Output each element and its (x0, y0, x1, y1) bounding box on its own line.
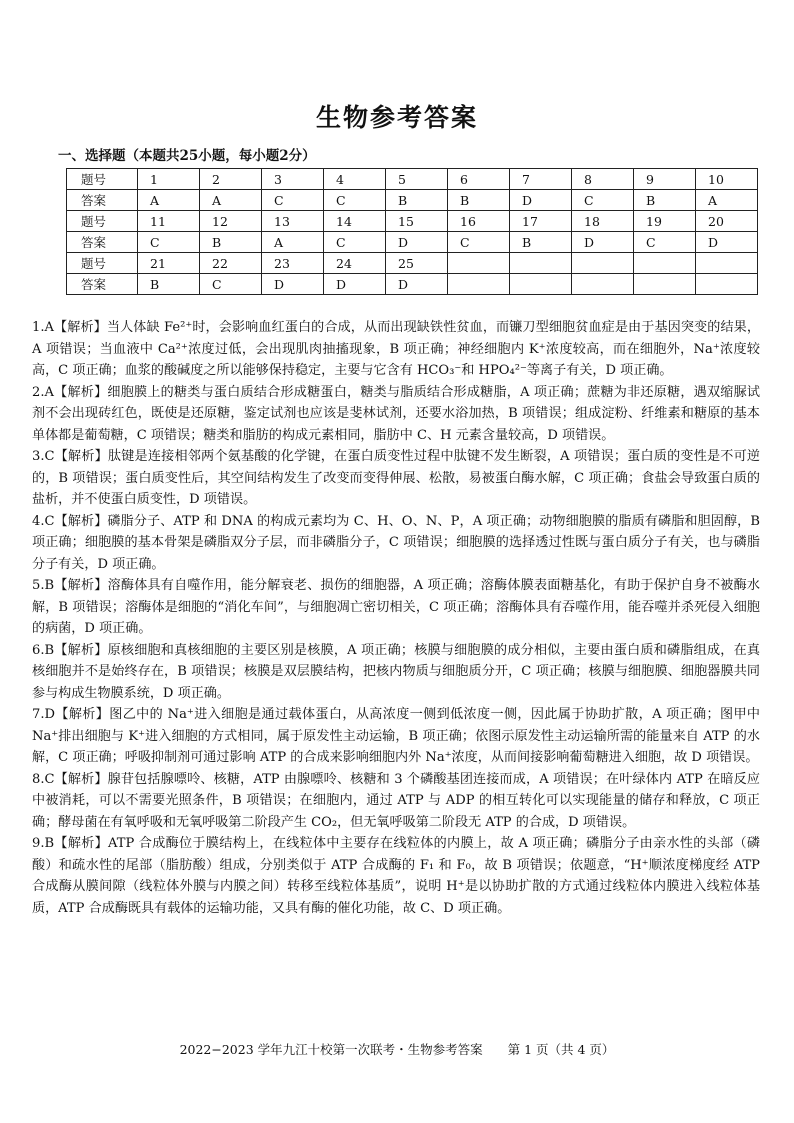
answer-row (67, 190, 758, 211)
explanation-answer-head: 1.A【解析】 (32, 320, 107, 335)
question-number-cell (572, 253, 634, 274)
question-number-cell: 9 (634, 169, 696, 190)
answer-cell (510, 274, 572, 295)
answer-cell: D (510, 190, 572, 211)
answer-cell: A (696, 190, 758, 211)
answer-cell: B (386, 190, 448, 211)
explanation-text: 细胞膜上的糖类与蛋白质结合形成糖蛋白，糖类与脂质结合形成糖脂，A 项正确；蔗糖为非还原糖，遇双缩脲试剂不会出现砖红色，既使是还原糖，鉴定试剂也应该是斐林试剂，还要水浴加热，B 项错误；组成淀粉、纤维素和糖原的基本单体都是葡萄糖，C 项错误；糖类和脂肪的构成元素相同，脂肪中 C、H 元素含量较高，D 项错误。 (32, 384, 760, 443)
row-label-question: 题号 (67, 169, 138, 190)
row-label-answer: 答案 (67, 274, 138, 295)
question-number-cell (448, 253, 510, 274)
question-number-cell: 6 (448, 169, 510, 190)
explanation-item (32, 446, 760, 511)
question-number-cell: 16 (448, 211, 510, 232)
answer-cell: C (324, 232, 386, 253)
answer-cell: D (386, 232, 448, 253)
question-number-cell: 13 (262, 211, 324, 232)
question-number-cell: 15 (386, 211, 448, 232)
question-number-cell: 7 (510, 169, 572, 190)
row-label-answer: 答案 (67, 232, 138, 253)
answer-cell: A (262, 232, 324, 253)
explanation-text: 磷脂分子、ATP 和 DNA 的构成元素均为 C、H、O、N、P，A 项正确；动物细胞膜的脂质有磷脂和胆固醇，B 项正确；细胞膜的基本骨架是磷脂双分子层，而非磷脂分子，C 项错误；细胞膜的选择透过性既与蛋白质分子有关，也与磷脂分子有关，D 项正确。 (32, 513, 760, 572)
explanation-text: 腺苷包括腺嘌呤、核糖，ATP 由腺嘌呤、核糖和 3 个磷酸基团连接而成，A 项错误；在叶绿体内 ATP 在暗反应中被消耗，可以不需要光照条件，B 项错误；在细胞内，通过 ATP 与 ADP 的相互转化可以实现能量的储存和释放，C 项正确；酵母菌在有氧呼吸和无氧呼吸第二阶段产生 CO₂，但无氧呼吸第二阶段无 ATP 的合成，D 项错误。 (32, 771, 760, 830)
question-number-cell: 5 (386, 169, 448, 190)
answer-table (66, 168, 758, 295)
answer-cell: C (324, 190, 386, 211)
explanation-text: 肽键是连接相邻两个氨基酸的化学键，在蛋白质变性过程中肽键不发生断裂，A 项错误；蛋白质的变性是不可逆的，B 项错误；蛋白质变性后，其空间结构发生了改变而变得伸展、松散，易被蛋白酶水解，C 项正确；食盐会导致蛋白质的盐析，并不使蛋白质变性，D 项错误。 (32, 449, 761, 507)
question-number-cell: 22 (200, 253, 262, 274)
answer-cell: C (262, 190, 324, 211)
explanation-answer-head: 7.D【解析】 (32, 707, 110, 722)
question-number-cell: 8 (572, 169, 634, 190)
question-number-cell: 10 (696, 169, 758, 190)
question-number-cell (634, 253, 696, 274)
question-number-row (67, 253, 758, 274)
answer-cell: B (448, 190, 510, 211)
row-label-answer: 答案 (67, 190, 138, 211)
answer-cell: C (200, 274, 262, 295)
explanation-text: 原核细胞和真核细胞的主要区别是核膜，A 项正确；核膜与细胞膜的成分相似，主要由蛋白质和磷脂组成，在真核细胞并不是始终存在，B 项错误；核膜是双层膜结构，把核内物质与细胞质分开，C 项正确；核膜与细胞膜、细胞器膜共同参与构成生物膜系统，D 项正确。 (32, 642, 760, 701)
explanation-item (32, 317, 760, 382)
question-number-cell: 17 (510, 211, 572, 232)
explanation-text: 溶酶体具有自噬作用，能分解衰老、损伤的细胞器，A 项正确；溶酶体膜表面糖基化，有助于保护自身不被酶水解，B 项错误；溶酶体是细胞的“消化车间”，与细胞凋亡密切相关，C 项正确；溶酶体具有吞噬作用，能吞噬并杀死侵入细胞的病菌，D 项正确。 (32, 578, 760, 636)
question-number-row (67, 211, 758, 232)
answer-cell: B (634, 190, 696, 211)
question-number-row (67, 169, 758, 190)
answer-cell: D (324, 274, 386, 295)
question-number-cell: 4 (324, 169, 386, 190)
question-number-cell: 20 (696, 211, 758, 232)
answer-cell (634, 274, 696, 295)
explanation-answer-head: 4.C【解析】 (32, 513, 108, 529)
explanations-list (32, 317, 760, 919)
question-number-cell: 11 (138, 211, 200, 232)
answer-cell: C (448, 232, 510, 253)
explanation-text: 当人体缺 Fe²⁺时，会影响血红蛋白的合成，从而出现缺铁性贫血，而镰刀型细胞贫血症是由于基因突变的结果，A 项错误；当血液中 Ca²⁺浓度过低，会出现肌肉抽搐现象，B 项正确；神经细胞内 K⁺浓度较高，而在细胞外，Na⁺浓度较高，C 项正确；血浆的酸碱度之所以能够保持稳定，主要与它含有 HCO₃⁻和 HPO₄²⁻等离子有关，D 项正确。 (32, 320, 760, 378)
explanation-item (32, 833, 760, 919)
explanation-item (32, 511, 760, 576)
answer-cell: A (200, 190, 262, 211)
page-footer: 2022−2023 学年九江十校第一次联考・生物参考答案 第 1 页（共 4 页） (179, 1042, 615, 1057)
answer-cell: D (386, 274, 448, 295)
section-heading: 一、选择题（本题共25小题，每小题2分） (58, 148, 316, 164)
explanation-answer-head: 5.B【解析】 (32, 578, 108, 593)
question-number-cell: 24 (324, 253, 386, 274)
answer-cell (696, 274, 758, 295)
question-number-cell: 18 (572, 211, 634, 232)
explanation-text: 图乙中的 Na⁺进入细胞是通过载体蛋白，从高浓度一侧到低浓度一侧，因此属于协助扩散，A 项正确；图甲中 Na⁺排出细胞与 K⁺进入细胞的方式相同，属于原发性主动运输，B 项正确；依图示原发性主动运输所需的能量来自 ATP 的水解，C 项正确；呼吸抑制剂可通过影响 ATP 的合成来影响细胞内外 Na⁺浓度，从而间接影响葡萄糖进入细胞，故 D 项错误。 (32, 707, 761, 765)
answer-cell: D (572, 232, 634, 253)
explanation-item (32, 704, 760, 769)
answer-cell: B (138, 274, 200, 295)
explanation-answer-head: 3.C【解析】 (32, 449, 108, 464)
explanation-text: ATP 合成酶位于膜结构上，在线粒体中主要存在线粒体的内膜上，故 A 项正确；磷脂分子由亲水性的头部（磷酸）和疏水性的尾部（脂肪酸）组成，分别类似于 ATP 合成酶的 F₁ 和 F₀，故 B 项错误；依题意，“H⁺顺浓度梯度经 ATP 合成酶从膜间隙（线粒体外膜与内膜之间）转移至线粒体基质”，说明 H⁺是以协助扩散的方式通过线粒体内膜进入线粒体基质，ATP 合成酶既具有载体的运输功能，又具有酶的催化功能，故 C、D 项正确。 (32, 836, 760, 916)
question-number-cell: 3 (262, 169, 324, 190)
explanation-item (32, 575, 760, 640)
question-number-cell: 1 (138, 169, 200, 190)
explanation-answer-head: 6.B【解析】 (32, 642, 108, 658)
answer-cell: B (510, 232, 572, 253)
answer-row (67, 274, 758, 295)
question-number-cell: 12 (200, 211, 262, 232)
answer-cell: C (634, 232, 696, 253)
question-number-cell: 14 (324, 211, 386, 232)
explanation-answer-head: 9.B【解析】 (32, 836, 109, 851)
question-number-cell: 25 (386, 253, 448, 274)
answer-cell: C (572, 190, 634, 211)
explanation-item (32, 382, 760, 447)
row-label-question: 题号 (67, 211, 138, 232)
question-number-cell: 21 (138, 253, 200, 274)
answer-row (67, 232, 758, 253)
question-number-cell (696, 253, 758, 274)
answer-cell: D (696, 232, 758, 253)
row-label-question: 题号 (67, 253, 138, 274)
question-number-cell: 2 (200, 169, 262, 190)
page-title: 生物参考答案 (315, 103, 478, 132)
explanation-answer-head: 2.A【解析】 (32, 384, 108, 400)
answer-cell: D (262, 274, 324, 295)
question-number-cell: 23 (262, 253, 324, 274)
answer-cell (448, 274, 510, 295)
explanation-answer-head: 8.C【解析】 (32, 771, 108, 787)
answer-cell (572, 274, 634, 295)
explanation-item (32, 769, 760, 834)
explanation-item (32, 640, 760, 705)
answer-cell: B (200, 232, 262, 253)
question-number-cell: 19 (634, 211, 696, 232)
question-number-cell (510, 253, 572, 274)
answer-cell: A (138, 190, 200, 211)
answer-cell: C (138, 232, 200, 253)
